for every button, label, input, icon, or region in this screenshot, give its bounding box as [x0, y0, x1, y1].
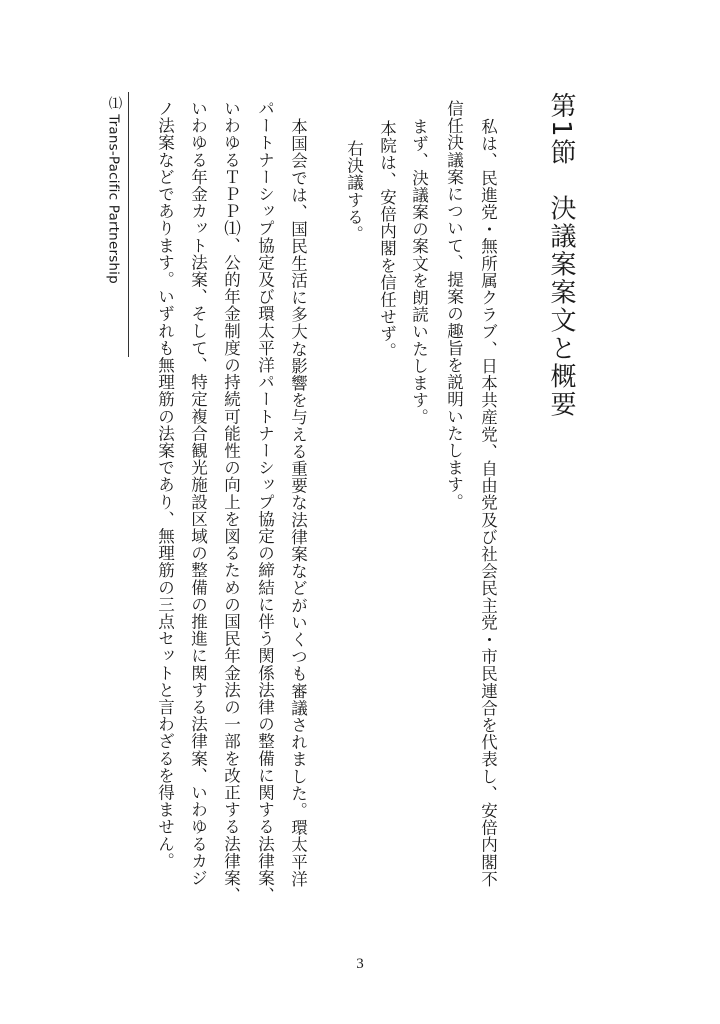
- section-heading: 第1節 決議案案文と概要: [546, 92, 576, 419]
- paragraph-5-line-2: パートナーシップ協定及び環太平洋パートナーシップ協定の締結に伴う関係法律の整備に関する法律案、: [255, 100, 275, 904]
- paragraph-3-line-1: 本院は、安倍内閣を信任せず。: [377, 120, 397, 360]
- footnote-text: ⑴ Trans-Pacific Partnership: [105, 96, 122, 284]
- footnote-divider: [128, 92, 129, 357]
- paragraph-5-line-1: 本国会では、国民生活に多大な影響を与える重要な法律案などがいくつも審議されました。環太平洋: [288, 118, 308, 888]
- paragraph-5-line-3: いわゆるＴＰＰ⑴、公的年金制度の持続可能性の向上を図るための国民年金法の一部を改正する法律案、: [221, 100, 241, 904]
- paragraph-4-line-1: 右決議する。: [344, 140, 364, 243]
- page-number: 3: [356, 956, 364, 972]
- paragraph-5-line-4: いわゆる年金カット法案、そして、特定複合観光施設区域の整備の推進に関する法律案、いわゆるカジ: [188, 100, 208, 887]
- paragraph-5-line-5: ノ法案などであります。いずれも無理筋の法案であり、無理筋の三点セットと言わざるを得ません。: [155, 100, 175, 870]
- paragraph-1-line-1: 私は、民進党・無所属クラブ、日本共産党、自由党及び社会民主党・市民連合を代表し、安倍内閣不: [478, 118, 498, 888]
- paragraph-1-line-2: 信任決議案について、提案の趣旨を説明いたします。: [444, 100, 464, 511]
- paragraph-2-line-1: まず、決議案の案文を朗読いたします。: [409, 118, 429, 426]
